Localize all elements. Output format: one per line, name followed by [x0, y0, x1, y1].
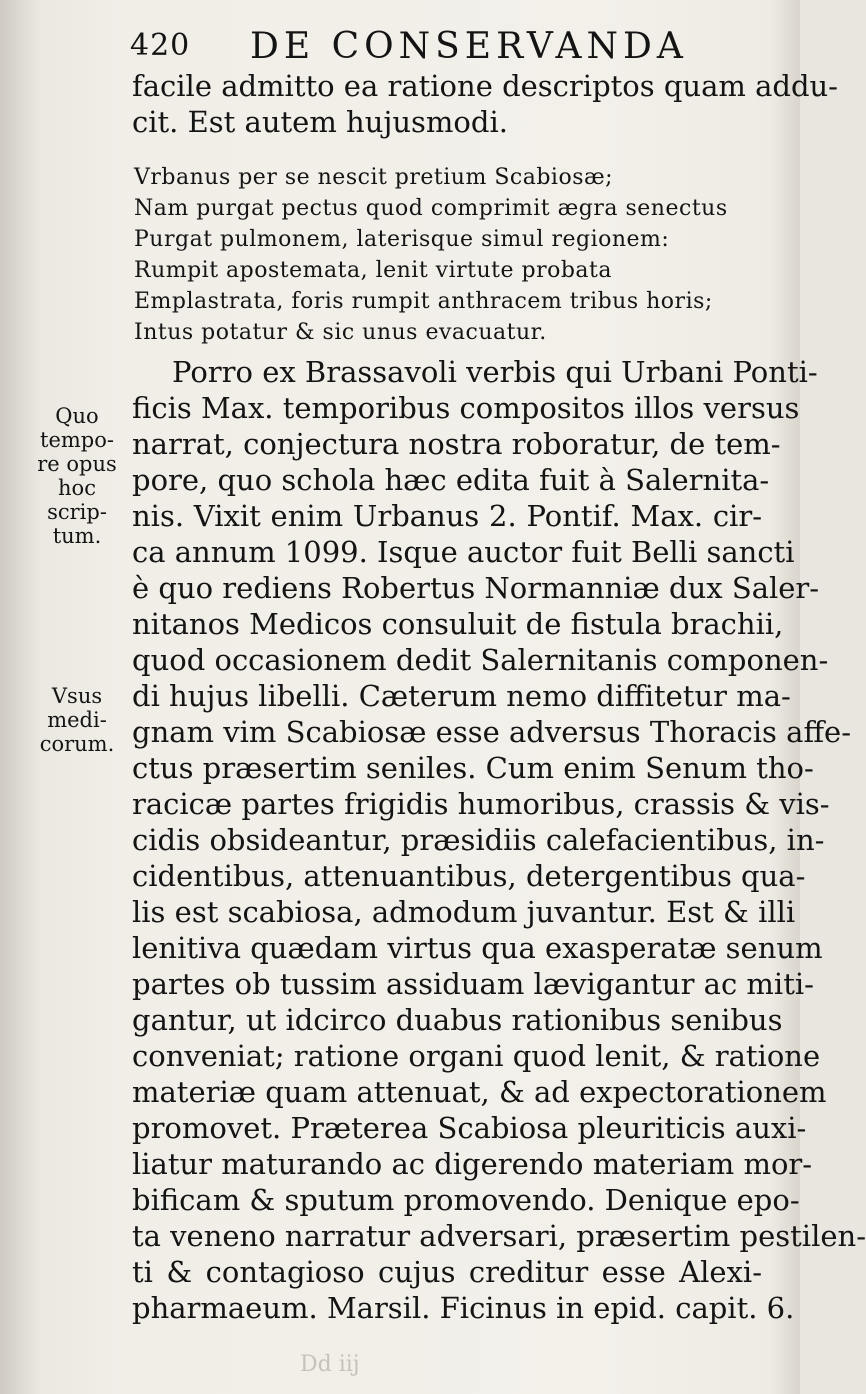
- text-line: facile admitto ea ratione descriptos quam addu-: [132, 69, 838, 103]
- text-line: racicæ partes frigidis humoribus, crassis & vis-: [132, 787, 830, 821]
- verse-line: Emplastrata, foris rumpit anthracem tribus horis;: [134, 289, 713, 314]
- text-line: cit. Est autem hujusmodi.: [132, 105, 508, 139]
- verse-block: [134, 162, 728, 348]
- page-number: 420: [130, 28, 191, 63]
- text-line: promovet. Præterea Scabiosa pleuriticis auxi-: [132, 1111, 807, 1145]
- text-line: ficis Max. temporibus compositos illos versus: [132, 391, 800, 425]
- marginal-note-usus-medicorum: [30, 684, 124, 756]
- verse-line: Vrbanus per se nescit pretium Scabiosæ;: [134, 165, 614, 190]
- main-paragraph: [132, 354, 866, 1326]
- text-line: ctus præsertim seniles. Cum enim Senum tho-: [132, 751, 814, 785]
- text-line: partes ob tussim assiduam lævigantur ac miti-: [132, 967, 814, 1001]
- text-line: Porro ex Brassavoli verbis qui Urbani Ponti-: [172, 355, 818, 389]
- marginal-line: corum.: [39, 732, 115, 756]
- page-header: [130, 22, 770, 66]
- text-line: bificam & sputum promovendo. Denique epo-: [132, 1183, 800, 1217]
- verse-line: Intus potatur & sic unus evacuatur.: [134, 320, 547, 345]
- text-line: ti & contagioso cujus creditur esse Alexi-: [132, 1255, 762, 1289]
- text-line: pore, quo schola hæc edita fuit à Salernita-: [132, 463, 770, 497]
- marginal-line: hoc: [58, 476, 96, 500]
- marginal-line: scrip-: [47, 500, 107, 524]
- verse-line: Purgat pulmonem, laterisque simul regionem:: [134, 227, 670, 252]
- text-line: nis. Vixit enim Urbanus 2. Pontif. Max. cir-: [132, 499, 762, 533]
- text-line: narrat, conjectura nostra roboratur, de tem-: [132, 427, 781, 461]
- marginal-line: tempo-: [40, 428, 114, 452]
- text-line: nitanos Medicos consuluit de fistula brachii,: [132, 607, 784, 641]
- verse-line: Rumpit apostemata, lenit virtute probata: [134, 258, 613, 283]
- marginal-line: re opus: [37, 452, 117, 476]
- marginal-line: Vsus: [51, 684, 103, 708]
- running-head: DE CONSERVANDA: [250, 26, 688, 67]
- marginal-line: Quo: [55, 404, 99, 428]
- text-line: gnam vim Scabiosæ esse adversus Thoracis affe-: [132, 715, 852, 749]
- text-line: cidentibus, attenuantibus, detergentibus qua-: [132, 859, 806, 893]
- text-line: lis est scabiosa, admodum juvantur. Est & illi: [132, 895, 796, 929]
- text-line: materiæ quam attenuat, & ad expectorationem: [132, 1075, 827, 1109]
- text-line: è quo rediens Robertus Normanniæ dux Saler-: [132, 571, 820, 605]
- text-line: di hujus libelli. Cæterum nemo diffitetur ma-: [132, 679, 791, 713]
- text-line: pharmaeum. Marsil. Ficinus in epid. capit. 6.: [132, 1291, 795, 1325]
- text-line: ca annum 1099. Isque auctor fuit Belli sancti: [132, 535, 795, 569]
- marginal-line: tum.: [52, 524, 102, 548]
- text-line: quod occasionem dedit Salernitanis componen-: [132, 643, 829, 677]
- text-line: lenitiva quædam virtus qua exasperatæ senum: [132, 931, 823, 965]
- intro-text: [132, 68, 838, 140]
- verse-line: Nam purgat pectus quod comprimit ægra senectus: [134, 196, 728, 221]
- text-line: cidis obsideantur, præsidiis calefacientibus, in-: [132, 823, 825, 857]
- text-line: conveniat; ratione organi quod lenit, & ratione: [132, 1039, 821, 1073]
- text-line: gantur, ut idcirco duabus rationibus senibus: [132, 1003, 783, 1037]
- marginal-note-quo-tempore: [30, 404, 124, 548]
- marginal-line: medi-: [47, 708, 107, 732]
- text-line: liatur maturando ac digerendo materiam mor-: [132, 1147, 813, 1181]
- text-line: ta veneno narratur adversari, præsertim pestilen-: [132, 1219, 866, 1253]
- signature-mark: Dd iij: [300, 1352, 360, 1377]
